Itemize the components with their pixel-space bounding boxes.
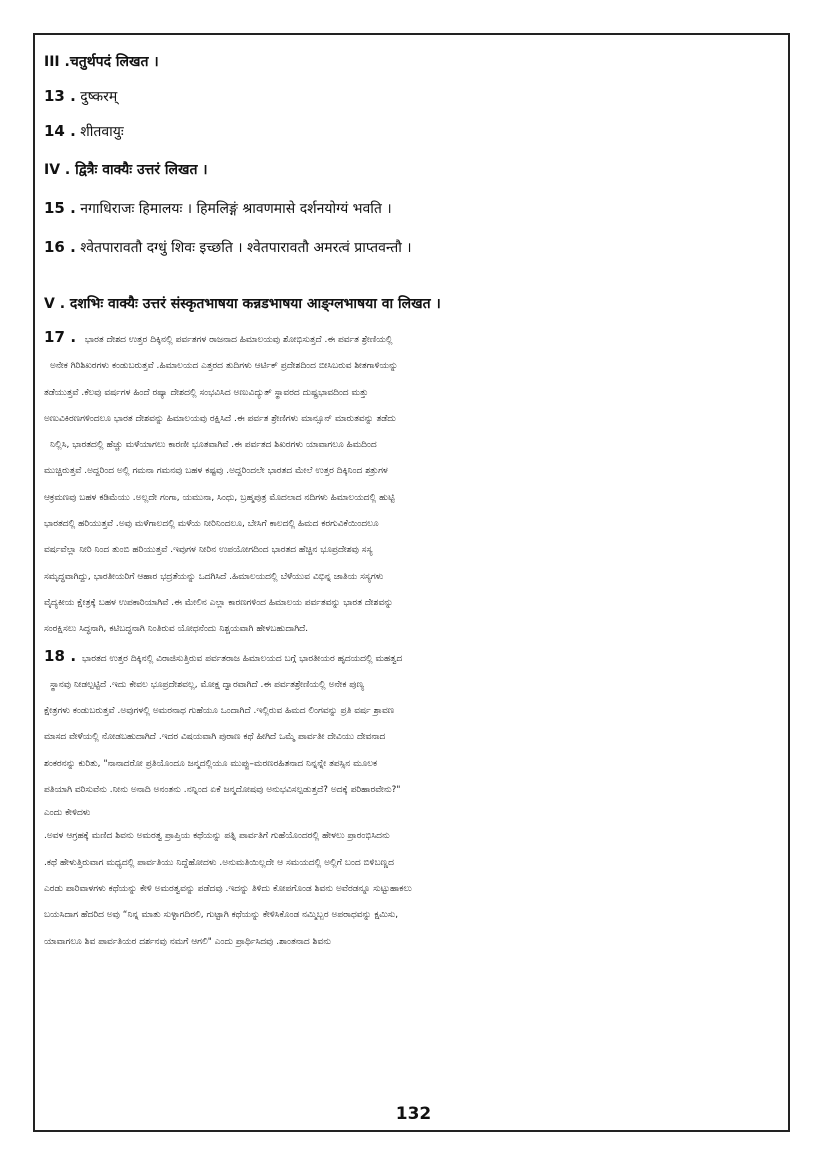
section-3-heading: III .चतुर्थपदं लिखत । [44, 54, 159, 70]
question-15 [44, 198, 784, 219]
answer-17 [44, 324, 784, 643]
answer-17-line: ತಡೆಯುತ್ತವೆ .ಕೆಲವು ವರ್ಷಗಳ ಹಿಂದೆ ರಷ್ಯಾ ದೇಶದಲ್ಲಿ ಸಂಭವಿಸಿದ ಅಣುವಿದ್ಯುತ್ ಸ್ಥಾವರದ ದುಷ್ಪ್ರಭಾವದಿಂದ ಮತ್ತು [44, 387, 369, 398]
question-14-answer: शीतवायुः [80, 124, 124, 140]
answer-18-line: .ಅವಳ ಆಗ್ರಹಕ್ಕೆ ಮಣಿದ ಶಿವನು ಅಮರತ್ವ ಪ್ರಾಪ್ತಿಯ ಕಥೆಯನ್ನು ಪತ್ನಿ ಪಾರ್ವತಿಗೆ ಗುಹೆಯೊಂದರಲ್ಲಿ ಹೇಳಲು ಪ್ರಾರಂಭಿಸಿದನು [44, 831, 390, 842]
answer-18-line: ಕ್ಷೇತ್ರಗಳು ಕಂಡುಬರುತ್ತವೆ .ಅವುಗಳಲ್ಲಿ ಅಮರನಾಥ ಗುಹೆಯೂ ಒಂದಾಗಿದೆ .ಇಲ್ಲಿರುವ ಹಿಮದ ಲಿಂಗವನ್ನು ಪ್ರತಿ ವರ್ಷ ಶ್ರಾವಣ [44, 706, 395, 717]
answer-17-line: ಅಣುವಿಕಿರಣಗಳಿಂದಲೂ ಭಾರತ ದೇಶವನ್ನು ಹಿಮಾಲಯವು ರಕ್ಷಿಸಿದೆ .ಈ ಪರ್ವತ ಶ್ರೇಣಿಗಳು ಮಾನ್ಸೂನ್ ಮಾರುತವನ್ನು ತಡೆದು [44, 413, 396, 424]
section-5-heading: V . दशभिः वाक्यैः उत्तरं संस्कृतभाषया कन्नडभाषया आङ्ग्लभाषया वा लिखत । [44, 296, 441, 312]
answer-18-line: ಸ್ಥಾನವು ನೀಡಲ್ಪಟ್ಟಿದೆ .ಇದು ಕೇವಲ ಭೂಪ್ರದೇಶವಲ್ಲ, ಮೋಕ್ಷ ದ್ವಾರವಾಗಿದೆ .ಈ ಪರ್ವತಶ್ರೇಣಿಯಲ್ಲಿ ಅನೇಕ ಪುಣ್ಯ [50, 679, 365, 690]
answer-18-line: 18 . ಭಾರತದ ಉತ್ತರ ದಿಕ್ಕಿನಲ್ಲಿ ವಿರಾಜಿಸುತ್ತಿರುವ ಪರ್ವತರಾಜ ಹಿಮಾಲಯದ ಬಗ್ಗೆ ಭಾರತೀಯರ ಹೃದಯದಲ್ಲಿ ಮಹತ್ವದ [44, 646, 403, 665]
answer-17-line: ಮುಚ್ಚಿರುತ್ತವೆ .ಅದ್ದರಿಂದ ಅಲ್ಲಿ ಗಮನಾ ಗಮನವು ಬಹಳ ಕಷ್ಟವು .ಅದ್ದರಿಂದಲೇ ಭಾರತದ ಮೇಲೆ ಉತ್ತರ ದಿಕ್ಕಿನಿಂದ ಶತ್ರುಗಳ [44, 466, 388, 477]
answer-18-line: ಎರಡು ಪಾರಿವಾಳಗಳು ಕಥೆಯನ್ನು ಕೇಳಿ ಅಮರತ್ವವನ್ನು ಪಡೆದವು .ಇದನ್ನು ತಿಳಿದು ಕೋಪಗೊಂಡ ಶಿವನು ಅವೆರಡನ್ನೂ ಸುಟ್ಟುಹಾಕಲು [44, 883, 412, 894]
question-13-number: 13 . [44, 87, 76, 105]
answer-18-line: ಬಯಸಿದಾಗ ಹೆದರಿದ ಅವು “ನಿನ್ನ ಮಾತು ಸುಳ್ಳಾಗದಿರಲಿ, ಗುಟ್ಟಾಗಿ ಕಥೆಯನ್ನು ಕೇಳಿಸಿಕೊಂಡ ನಮ್ಮಿಬ್ಬರ ಅಪರಾಧವನ್ನು ಕ್ಷಮಿಸು, [44, 910, 399, 921]
question-13-answer: दुष्करम् [80, 89, 118, 105]
answer-18-line: ಯಾವಾಗಲೂ ಶಿವ ಪಾರ್ವತಿಯರ ದರ್ಶನವು ನಮಗೆ ಆಗಲಿ" ಎಂದು ಪ್ರಾರ್ಥಿಸಿದವು .ಶಾಂತನಾದ ಶಿವನು [44, 936, 332, 947]
answer-17-line: ಸಮೃದ್ಧವಾಗಿದ್ದು, ಭಾರತೀಯರಿಗೆ ಆಹಾರ ಭದ್ರತೆಯನ್ನು ಒದಗಿಸಿದೆ .ಹಿಮಾಲಯದಲ್ಲಿ ಬೆಳೆಯುವ ವಿಭಿನ್ನ ಜಾತಿಯ ಸಸ್ಯಗಳು [44, 571, 384, 582]
answer-17-line: ಆಕ್ರಮಣವು ಬಹಳ ಕಡಿಮೆಯು .ಅಲ್ಲದೇ ಗಂಗಾ, ಯಮುನಾ, ಸಿಂಧು, ಬ್ರಹ್ಮಪುತ್ರ ಮೊದಲಾದ ನದಿಗಳು ಹಿಮಾಲಯದಲ್ಲಿ ಹುಟ್ಟಿ [44, 492, 395, 503]
question-13 [44, 86, 784, 107]
answer-18 [44, 643, 784, 955]
question-14-number: 14 . [44, 122, 76, 140]
question-17-number: 17 . [44, 328, 77, 346]
answer-17-line: ಅನೇಕ ಗಿರಿಶಿಖರಗಳು ಕಂಡುಬರುತ್ತವೆ .ಹಿಮಾಲಯದ ಎತ್ತರದ ತುದಿಗಳು ಆರ್ಟಿಕ್ ಪ್ರದೇಶದಿಂದ ಬೀಸಿಬರುವ ಶೀತಗಾಳಿಯನ್ನು [50, 361, 398, 372]
answer-18-line: ಶಂಕರನನ್ನು ಕುರಿತು, "ನಾನಾದರೋ ಪ್ರತಿಯೊಂದೂ ಜನ್ಮದಲ್ಲಿಯೂ ಮುಪ್ಪು–ಮರಣರಹಿತನಾದ ನಿನ್ನನ್ನೇ ತಪಸ್ಸಿನ ಮೂಲಕ [44, 758, 378, 769]
answer-17-line: ಸಂರಕ್ಷಿಸಲು ಸಿದ್ಧನಾಗಿ, ಕಟಿಬದ್ಧನಾಗಿ ನಿಂತಿರುವ ಯೋಧನೆಂದು ನಿಶ್ಚಯವಾಗಿ ಹೇಳಬಹುದಾಗಿದೆ. [44, 624, 309, 635]
answer-18-line: ಪತಿಯಾಗಿ ವರಿಸುವೆನು .ನೀನು ಅನಾದಿ ಅನಂತನು .ನನ್ನಿಂದ ಏಕೆ ಜನ್ಮದೋಷವು ಅನುಭವಿಸಲ್ಪಡುತ್ತದೆ? ಅದಕ್ಕೆ ಪರಿಹಾರವೇನು?" [44, 785, 401, 796]
page-content [44, 52, 784, 955]
question-15-number: 15 . [44, 199, 76, 217]
question-18-number: 18 . [44, 646, 77, 665]
question-15-answer: नगाधिराजः हिमालयः । हिमलिङ्गं श्रावणमासे दर्शनयोग्यं भवति । [80, 201, 392, 217]
section-4-heading: IV . द्वित्रैः वाक्यैः उत्तरं लिखत । [44, 162, 208, 178]
answer-17-line: ಭಾರತದಲ್ಲಿ ಹರಿಯುತ್ತವೆ .ಅವು ಮಳೆಗಾಲದಲ್ಲಿ ಮಳೆಯ ನೀರಿನಿಂದಲೂ, ಬೇಸಿಗೆ ಕಾಲದಲ್ಲಿ ಹಿಮದ ಕರಗುವಿಕೆಯಿಂದಲೂ [44, 519, 379, 530]
question-14 [44, 121, 784, 142]
page-number: 132 [395, 1104, 432, 1124]
answer-17-line: ವರ್ಷವೆಲ್ಲಾ ನೀರಿ ನಿಂದ ತುಂಬಿ ಹರಿಯುತ್ತವೆ .ಇವುಗಳ ನೀರಿನ ಉಪಯೋಗದಿಂದ ಭಾರತದ ಹೆಚ್ಚಿನ ಭೂಪ್ರದೇಶವು ಸಸ್ಯ [44, 545, 373, 556]
question-16-number: 16 . [44, 238, 76, 256]
answer-17-line: ನಿಲ್ಲಿಸಿ, ಭಾರತದಲ್ಲಿ ಹೆಚ್ಚು ಮಳೆಯಾಗಲು ಕಾರಣೀ ಭೂತವಾಗಿವೆ .ಈ ಪರ್ವತದ ಶಿಖರಗಳು ಯಾವಾಗಲೂ ಹಿಮದಿಂದ [50, 440, 377, 451]
answer-18-line: .ಕಥೆ ಹೇಳುತ್ತಿರುವಾಗ ಮಧ್ಯದಲ್ಲಿ ಪಾರ್ವತಿಯು ನಿದ್ದೆಹೋದಳು .ಅನುಮತಿಯಿಲ್ಲದೇ ಆ ಸಮಯದಲ್ಲಿ ಅಲ್ಲಿಗೆ ಬಂದ ಬಿಳಿಬಣ್ಣದ [44, 857, 394, 868]
answer-17-line: ವೈದ್ಯಕೀಯ ಕ್ಷೇತ್ರಕ್ಕೆ ಬಹಳ ಉಪಕಾರಿಯಾಗಿವೆ .ಈ ಮೇಲಿನ ಎಲ್ಲಾ ಕಾರಣಗಳಿಂದ ಹಿಮಾಲಯ ಪರ್ವತವನ್ನು ಭಾರತ ದೇಶವನ್ನು [44, 597, 394, 608]
answer-17-line: 17 . ಭಾರತ ದೇಶದ ಉತ್ತರ ದಿಕ್ಕಿನಲ್ಲಿ ಪರ್ವತಗಳ ರಾಜನಾದ ಹಿಮಾಲಯವು ಶೋಭಿಸುತ್ತದೆ .ಈ ಪರ್ವತ ಶ್ರೇಣಿಯಲ್ಲಿ [44, 328, 393, 346]
question-16 [44, 237, 784, 258]
answer-18-line: ಮಾಸದ ವೇಳೆಯಲ್ಲಿ ನೋಡಬಹುದಾಗಿದೆ .ಇದರ ವಿಷಯವಾಗಿ ಪುರಾಣ ಕಥೆ ಹೀಗಿದೆ ಒಮ್ಮೆ ಪಾರ್ವತೀ ದೇವಿಯು ದೇವನಾದ [44, 732, 386, 743]
question-16-answer: श्वेतपारावतौ दग्धुं शिवः इच्छति । श्वेतपारावतौ अमरत्वं प्राप्तवन्तौ । [80, 240, 412, 256]
answer-18-line: ಎಂದು ಕೇಳಿದಳು [44, 808, 91, 819]
